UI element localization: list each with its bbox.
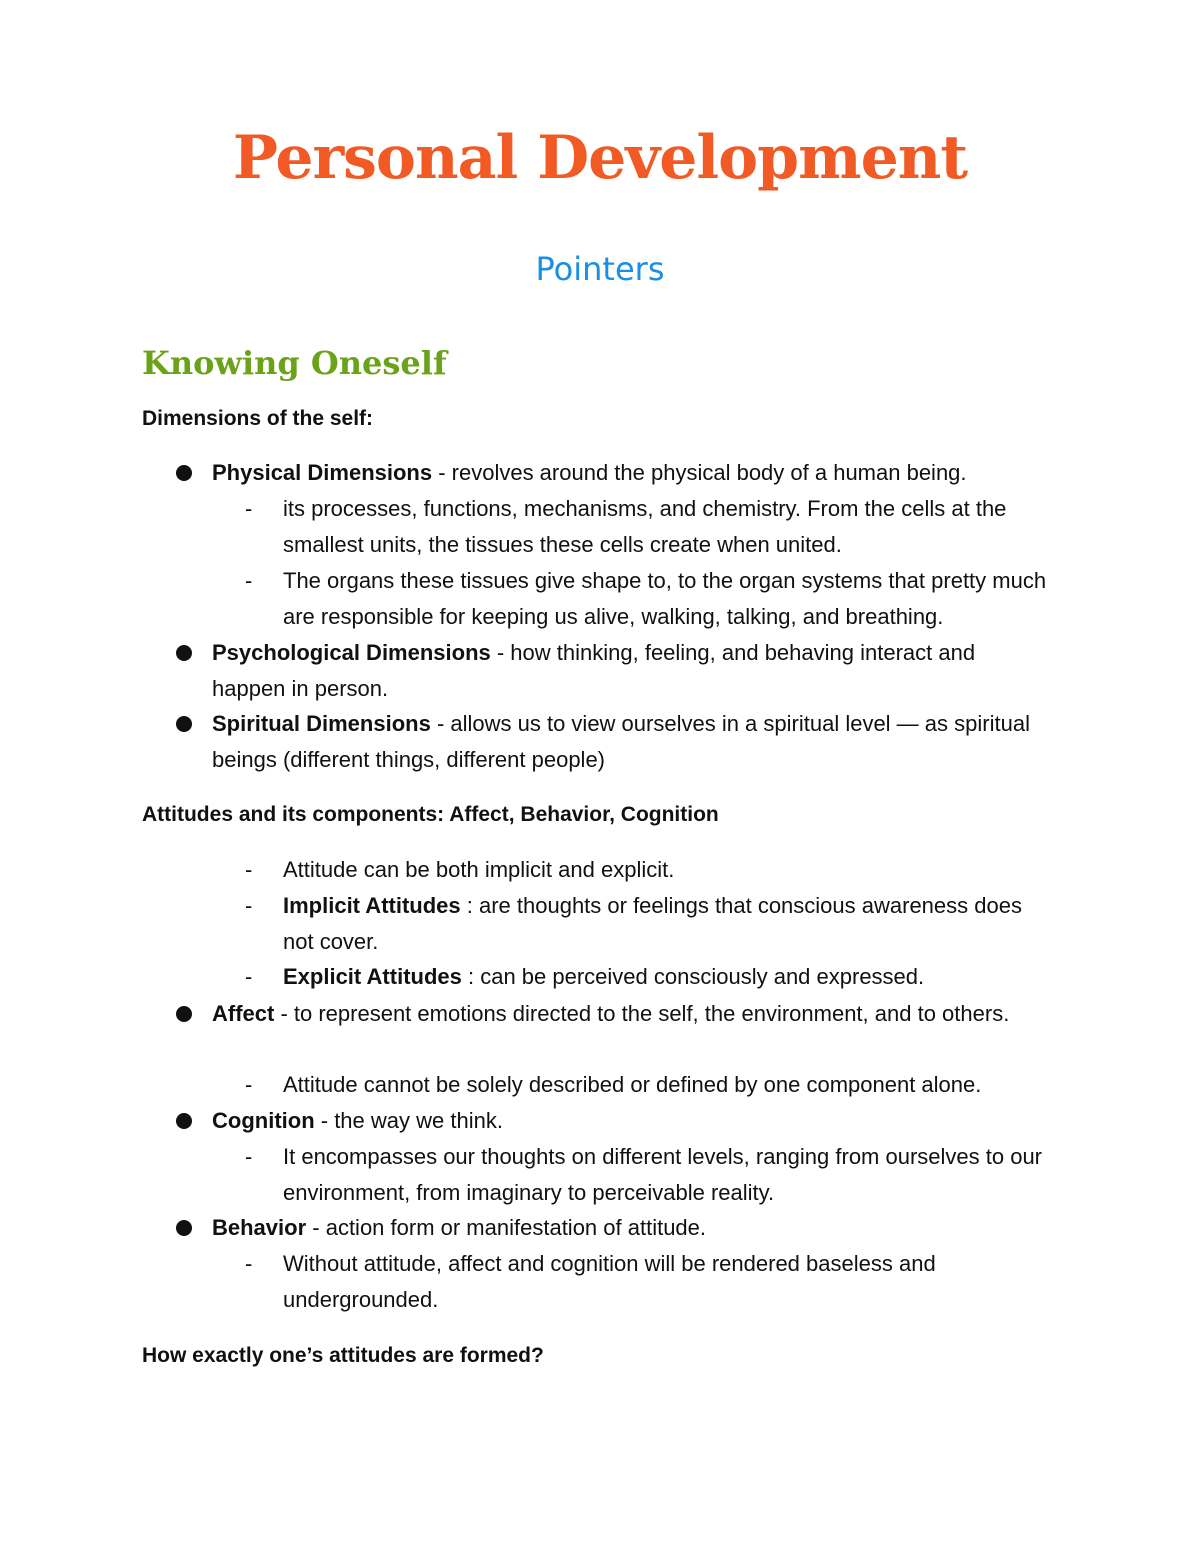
bullet-icon <box>176 1220 192 1236</box>
sub-list-item <box>245 1067 1053 1103</box>
sub-item-text: Attitude can be both implicit and explicit. <box>283 857 675 882</box>
term-description: - revolves around the physical body of a human being. <box>432 460 967 485</box>
section-heading: Knowing Oneself <box>142 344 447 382</box>
term-label: Physical Dimensions <box>212 460 433 485</box>
sub-item-text: : are thoughts or feelings that conscious awareness does not cover. <box>283 893 1022 954</box>
formation-heading: How exactly one’s attitudes are formed? <box>142 1344 544 1367</box>
sub-item-text: Without attitude, affect and cognition will be rendered baseless and undergrounded. <box>283 1251 936 1312</box>
dash-icon: - <box>245 964 253 989</box>
list-item-behavior <box>212 1210 1052 1246</box>
dash-icon: - <box>245 893 253 918</box>
dash-icon: - <box>245 857 253 882</box>
term-description: - the way we think. <box>314 1108 503 1133</box>
sub-list-item <box>245 888 1053 960</box>
page-subtitle: Pointers <box>535 250 665 288</box>
bullet-icon <box>176 465 192 481</box>
sub-list-item <box>245 959 1053 995</box>
list-item-physical-dimensions <box>212 455 1052 491</box>
sub-item-text: : can be perceived consciously and expressed. <box>461 964 925 989</box>
sub-list-item <box>245 852 1053 888</box>
sub-item-text: It encompasses our thoughts on different levels, ranging from ourselves to our environment, from imaginary to perceivable reality. <box>283 1144 1043 1205</box>
term-label: Affect <box>212 1001 275 1026</box>
term-label: Cognition <box>212 1108 315 1133</box>
dash-icon: - <box>245 1072 253 1097</box>
sub-item-text: its processes, functions, mechanisms, and chemistry. From the cells at the smallest units, the tissues these cells create when united. <box>283 496 1007 557</box>
dimensions-heading: Dimensions of the self: <box>142 407 374 430</box>
dash-icon: - <box>245 1144 253 1169</box>
sub-list-item <box>245 1139 1053 1211</box>
bullet-icon <box>176 716 192 732</box>
sub-list-item <box>245 563 1053 635</box>
dash-icon: - <box>245 496 253 521</box>
sub-item-text: Attitude cannot be solely described or defined by one component alone. <box>283 1072 982 1097</box>
term-description: - how thinking, feeling, and behaving interact and happen in person. <box>212 640 976 701</box>
dash-icon: - <box>245 568 253 593</box>
term-description: - action form or manifestation of attitude. <box>306 1215 707 1240</box>
sub-item-text: The organs these tissues give shape to, to the organ systems that pretty much are responsible for keeping us alive, walking, talking, and breathing. <box>283 568 1047 629</box>
attitudes-heading: Attitudes and its components: Affect, Behavior, Cognition <box>142 803 719 826</box>
sub-list-item <box>245 1246 1053 1318</box>
term-label: Behavior <box>212 1215 307 1240</box>
page-title: Personal Development <box>232 123 968 193</box>
list-item-psychological-dimensions <box>212 635 1052 707</box>
term-description: - allows us to view ourselves in a spiritual level — as spiritual beings (different things, different people) <box>212 711 1030 772</box>
dash-icon: - <box>245 1251 253 1276</box>
list-item-affect <box>212 996 1052 1032</box>
term-description: - to represent emotions directed to the self, the environment, and to others. <box>274 1001 1010 1026</box>
sub-list-item <box>245 491 1053 563</box>
list-item-spiritual-dimensions <box>212 706 1052 778</box>
term-label: Psychological Dimensions <box>212 640 491 665</box>
bullet-icon <box>176 645 192 661</box>
bullet-icon <box>176 1113 192 1129</box>
list-item-cognition <box>212 1103 1052 1139</box>
term-label: Implicit Attitudes <box>283 893 461 918</box>
term-label: Explicit Attitudes <box>283 964 462 989</box>
bullet-icon <box>176 1006 192 1022</box>
term-label: Spiritual Dimensions <box>212 711 431 736</box>
